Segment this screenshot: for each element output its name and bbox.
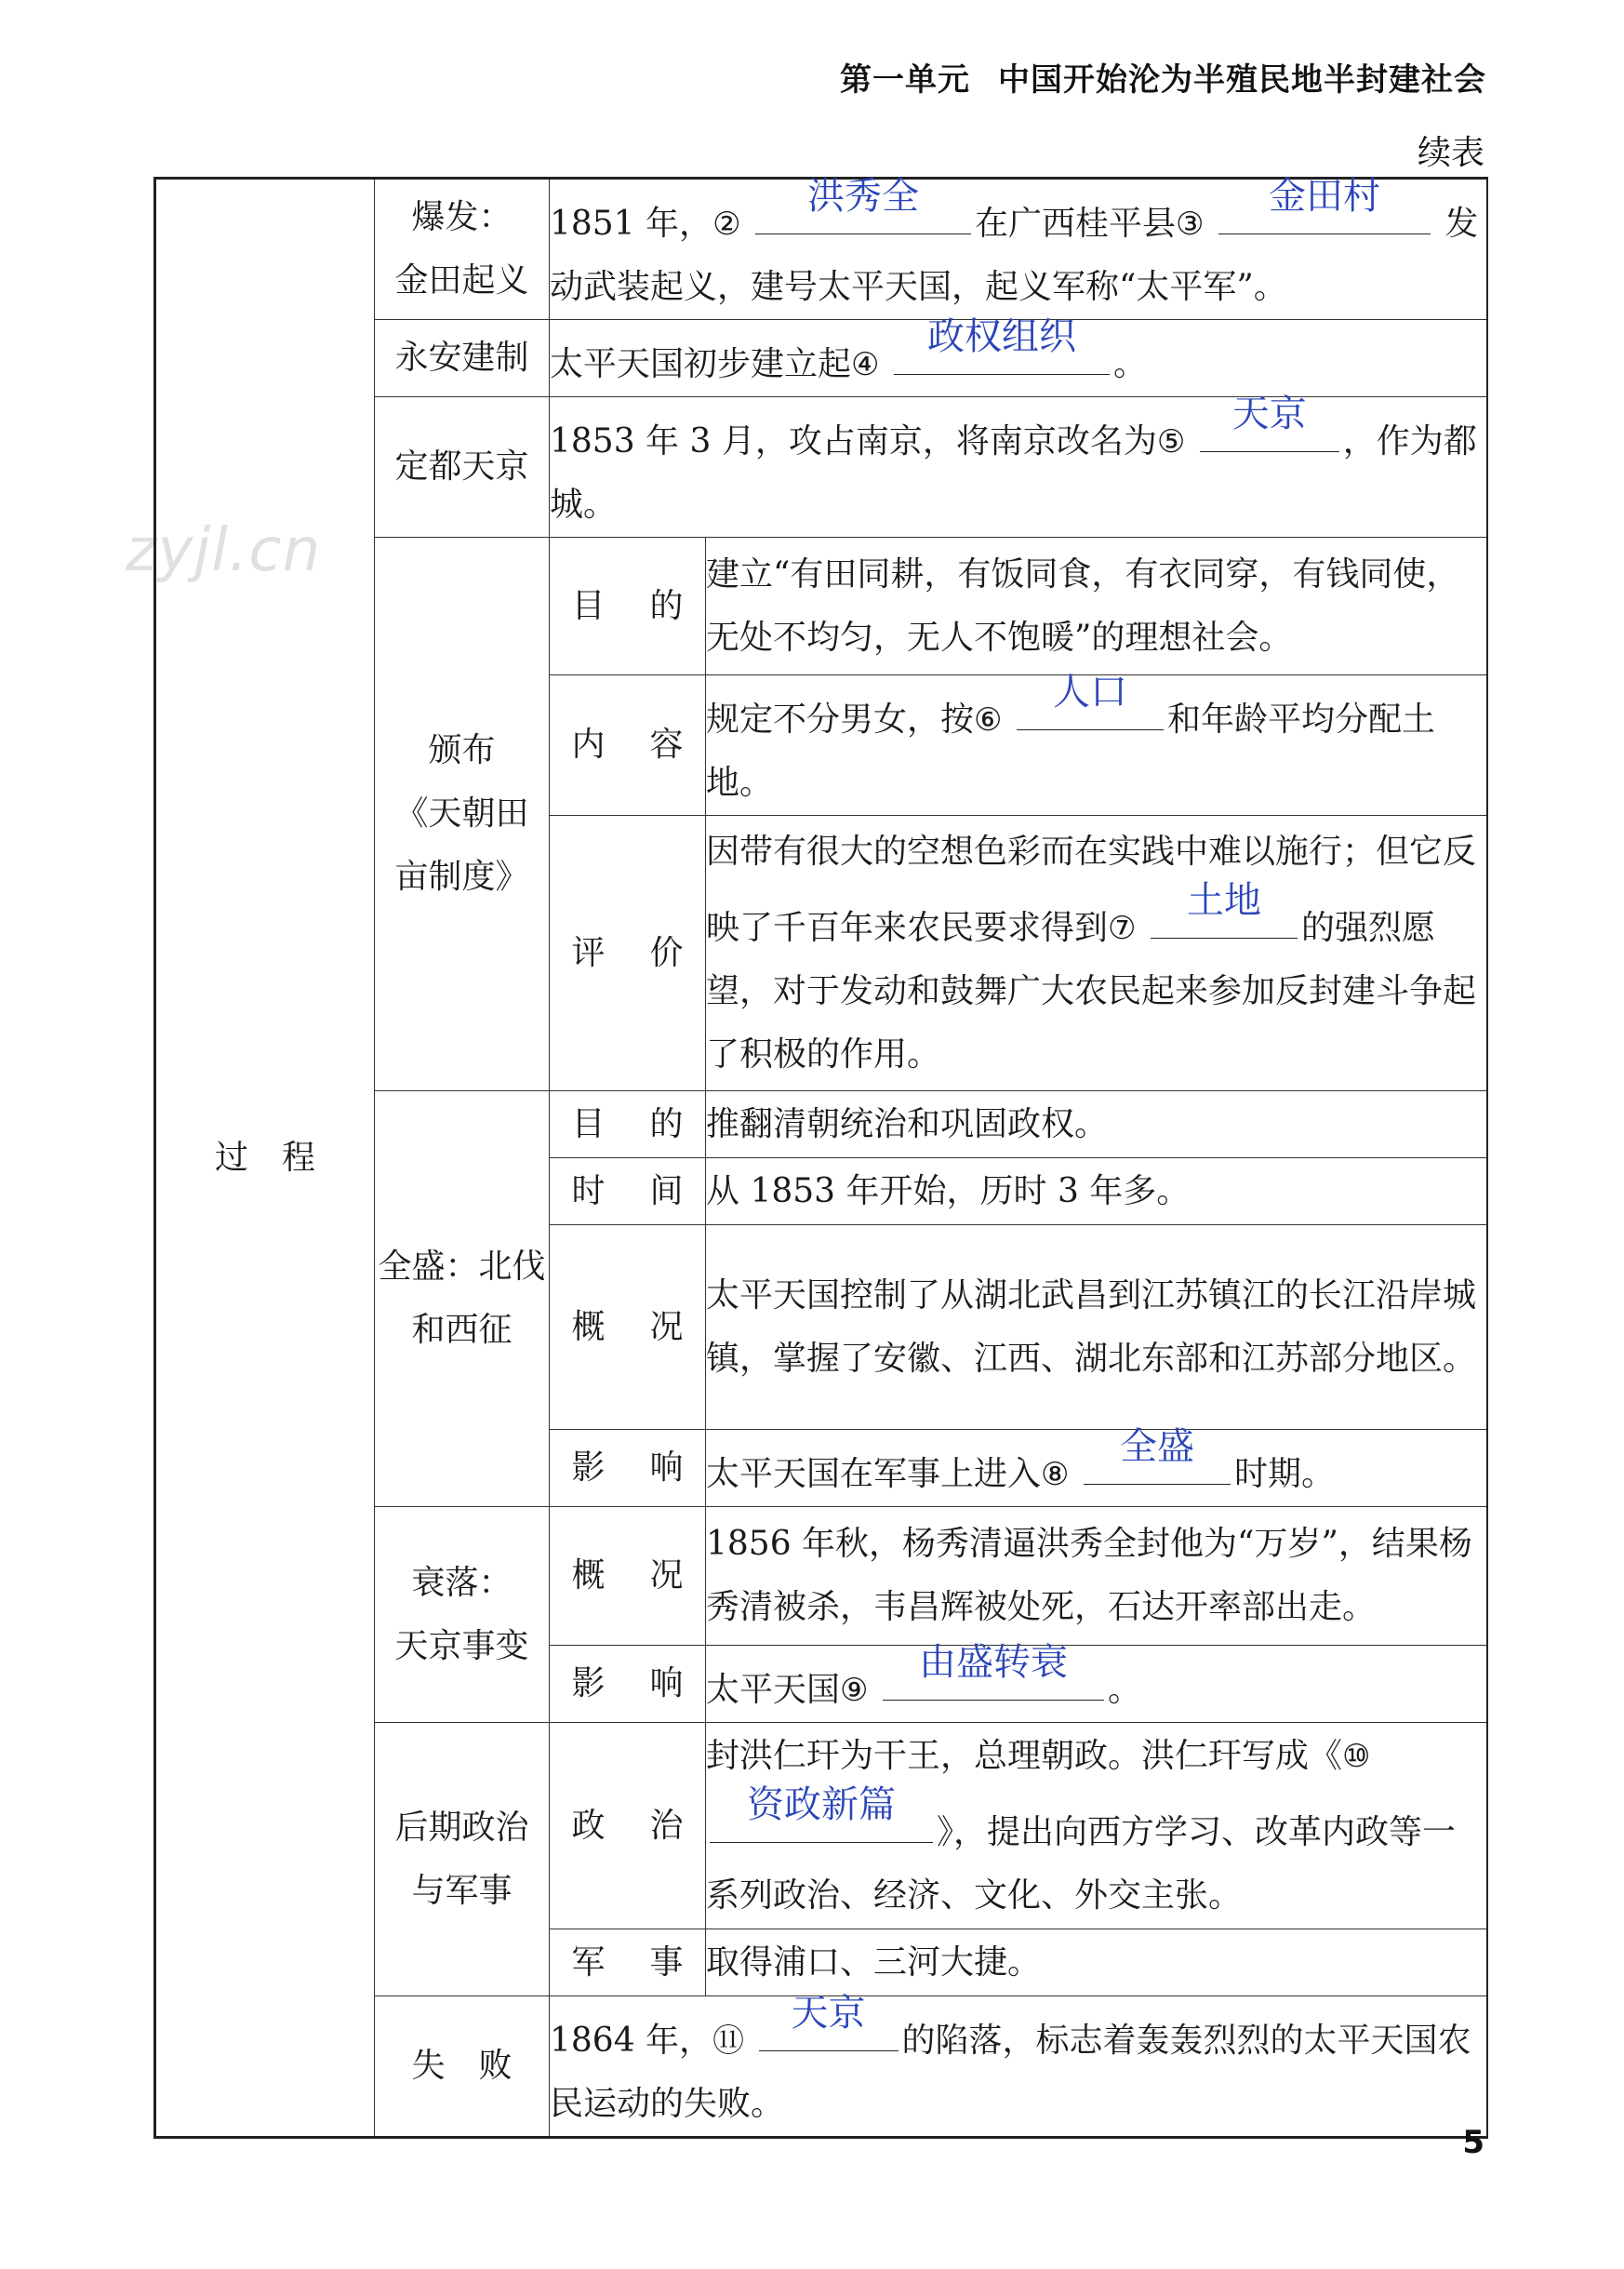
peak-impact-text-2: 时期。 — [1233, 1455, 1335, 1493]
land-system-label-line3: 亩制度》 — [394, 858, 529, 896]
decline-impact-text — [706, 1641, 1487, 1723]
later-politics-text — [706, 1723, 1487, 1929]
land-content-text-1: 规定不分男女，按 — [706, 701, 975, 739]
land-content-label: 内 容 — [550, 675, 706, 816]
land-evaluation-text-1: 因带有很大的空想色彩而在实践中难以施行；但它反映了千百年来农民要求得到 — [706, 832, 1477, 947]
capital-label: 定都天京 — [375, 397, 550, 538]
yongan-content — [550, 315, 1487, 397]
outbreak-label-line2: 金田起义 — [394, 261, 529, 300]
peak-impact-label: 影 响 — [550, 1430, 706, 1507]
later-label-line1: 后期政治 — [394, 1808, 529, 1847]
decline-impact-text-1: 太平天国 — [706, 1671, 841, 1709]
answer-blank-7[interactable] — [1151, 878, 1298, 939]
peak-purpose-text: 推翻清朝统治和巩固政权。 — [706, 1091, 1487, 1158]
blank-number-8: ⑧ — [1041, 1456, 1070, 1493]
outbreak-label — [375, 179, 550, 320]
capital-text-2: ，作为都城。 — [550, 422, 1477, 524]
blank-number-4: ④ — [851, 346, 880, 383]
handwritten-answer-7: 土地 — [1186, 878, 1261, 922]
failure-label: 失 败 — [375, 1996, 550, 2138]
handwritten-answer-3: 金田村 — [1268, 175, 1380, 218]
handwritten-answer-9: 由盛转衰 — [918, 1641, 1068, 1684]
land-system-label-line2: 《天朝田 — [394, 794, 529, 833]
land-system-label-line1: 颁布 — [428, 731, 496, 769]
later-politics-label: 政 治 — [550, 1723, 706, 1929]
failure-text-2: 的陷落，标志着轰轰烈烈的太平天国农民运动的失败。 — [550, 2022, 1471, 2123]
blank-number-2: ② — [712, 206, 741, 243]
failure-content — [550, 1992, 1487, 2138]
answer-blank-2[interactable] — [755, 175, 971, 234]
peak-overview-text: 太平天国控制了从湖北武昌到江苏镇江的长江沿岸城镇，掌握了安徽、江西、湖北东部和江苏部分地区。 — [706, 1225, 1487, 1430]
unit-label: 第一单元 — [840, 61, 970, 99]
peak-label-line1: 全盛：北伐 — [378, 1248, 546, 1286]
answer-blank-11[interactable] — [759, 1992, 899, 2051]
peak-time-label: 时 间 — [550, 1158, 706, 1225]
blank-number-3: ③ — [1176, 206, 1205, 243]
yongan-text-1: 太平天国初步建立起 — [550, 345, 852, 383]
decline-overview-text: 1856 年秋，杨秀清逼洪秀全封他为“万岁”，结果杨秀清被杀，韦昌辉被处死，石达开率部出走。 — [706, 1507, 1487, 1646]
unit-title — [840, 54, 1486, 100]
later-label-line2: 与军事 — [411, 1871, 512, 1910]
answer-blank-4[interactable] — [894, 315, 1110, 375]
yongan-label: 永安建制 — [375, 320, 550, 397]
blank-number-9: ⑨ — [840, 1672, 869, 1709]
history-table — [153, 177, 1488, 2139]
decline-impact-label: 影 响 — [550, 1646, 706, 1723]
land-content-text-2: 和年龄平均分配土地。 — [706, 701, 1435, 802]
answer-blank-8[interactable] — [1084, 1425, 1231, 1485]
decline-label-line2: 天京事变 — [394, 1626, 529, 1665]
later-politics-text-2: 》，提出向西方学习、改革内政等一系列政治、经济、文化、外交主张。 — [706, 1812, 1457, 1915]
answer-blank-10[interactable] — [710, 1782, 933, 1843]
later-politics-text-1: 封洪仁玕为干王，总理朝政。洪仁玕写成《 — [706, 1736, 1343, 1775]
peak-purpose-label: 目 的 — [550, 1091, 706, 1158]
outbreak-label-line1: 爆发： — [411, 198, 512, 236]
peak-impact-text — [706, 1425, 1487, 1507]
answer-blank-3[interactable] — [1218, 175, 1431, 234]
row-outbreak — [155, 179, 1487, 320]
handwritten-answer-5: 天京 — [1231, 393, 1307, 435]
decline-label — [375, 1507, 550, 1723]
handwritten-answer-2: 洪秀全 — [807, 175, 919, 218]
blank-number-11: ⑪ — [712, 2022, 745, 2060]
answer-blank-5[interactable] — [1200, 393, 1339, 452]
outbreak-text-3: 发动武装起义，建号太平天国，起义军称“太平军”。 — [550, 205, 1479, 306]
peak-impact-text-1: 太平天国在军事上进入 — [706, 1455, 1042, 1493]
decline-impact-text-2: 。 — [1107, 1671, 1141, 1709]
land-purpose-label: 目 的 — [550, 538, 706, 675]
blank-number-5: ⑤ — [1156, 423, 1186, 460]
later-military-text: 取得浦口、三河大捷。 — [706, 1929, 1487, 1996]
outbreak-content — [550, 175, 1487, 320]
handwritten-answer-6: 人口 — [1052, 671, 1127, 714]
peak-overview-label: 概 况 — [550, 1225, 706, 1430]
unit-heading: 中国开始沦为半殖民地半封建社会 — [998, 61, 1486, 99]
land-evaluation-text — [706, 816, 1487, 1091]
handwritten-answer-10: 资政新篇 — [747, 1782, 896, 1826]
outbreak-text-1: 1851 年， — [550, 205, 713, 243]
handwritten-answer-8: 全盛 — [1119, 1425, 1194, 1468]
page-number: 5 — [1462, 2124, 1484, 2161]
land-content-text — [706, 671, 1487, 816]
decline-label-line1: 衰落： — [411, 1563, 512, 1602]
failure-text-1: 1864 年， — [550, 2022, 713, 2060]
outbreak-text-2: 在广西桂平县 — [975, 205, 1177, 243]
land-evaluation-text-2: 的强烈愿望，对于发动和鼓舞广大农民起来参加反封建斗争起了积极的作用。 — [706, 908, 1477, 1074]
handwritten-answer-11: 天京 — [791, 1992, 866, 2035]
process-label: 过 程 — [155, 179, 375, 2138]
land-evaluation-label: 评 价 — [550, 816, 706, 1091]
capital-text-1: 1853 年 3 月，攻占南京，将南京改名为 — [550, 422, 1157, 460]
answer-blank-6[interactable] — [1017, 671, 1164, 730]
later-label — [375, 1723, 550, 1996]
later-military-label: 军 事 — [550, 1929, 706, 1996]
decline-overview-label: 概 况 — [550, 1507, 706, 1646]
answer-blank-9[interactable] — [883, 1641, 1104, 1701]
blank-number-10: ⑩ — [1342, 1737, 1371, 1775]
peak-time-text: 从 1853 年开始，历时 3 年多。 — [706, 1158, 1487, 1225]
blank-number-7: ⑦ — [1108, 909, 1137, 947]
yongan-text-2: 。 — [1112, 345, 1147, 383]
land-purpose-text: 建立“有田同耕，有饭同食，有衣同穿，有钱同使，无处不均匀，无人不饱暖”的理想社会。 — [706, 538, 1487, 675]
peak-label — [375, 1091, 550, 1507]
continued-label: 续表 — [1417, 134, 1484, 172]
land-system-label — [375, 538, 550, 1091]
watermark: zyjl.cn — [126, 516, 322, 585]
handwritten-answer-4: 政权组织 — [926, 315, 1076, 358]
blank-number-6: ⑥ — [974, 701, 1003, 739]
peak-label-line2: 和西征 — [411, 1311, 512, 1349]
capital-content — [550, 393, 1487, 538]
